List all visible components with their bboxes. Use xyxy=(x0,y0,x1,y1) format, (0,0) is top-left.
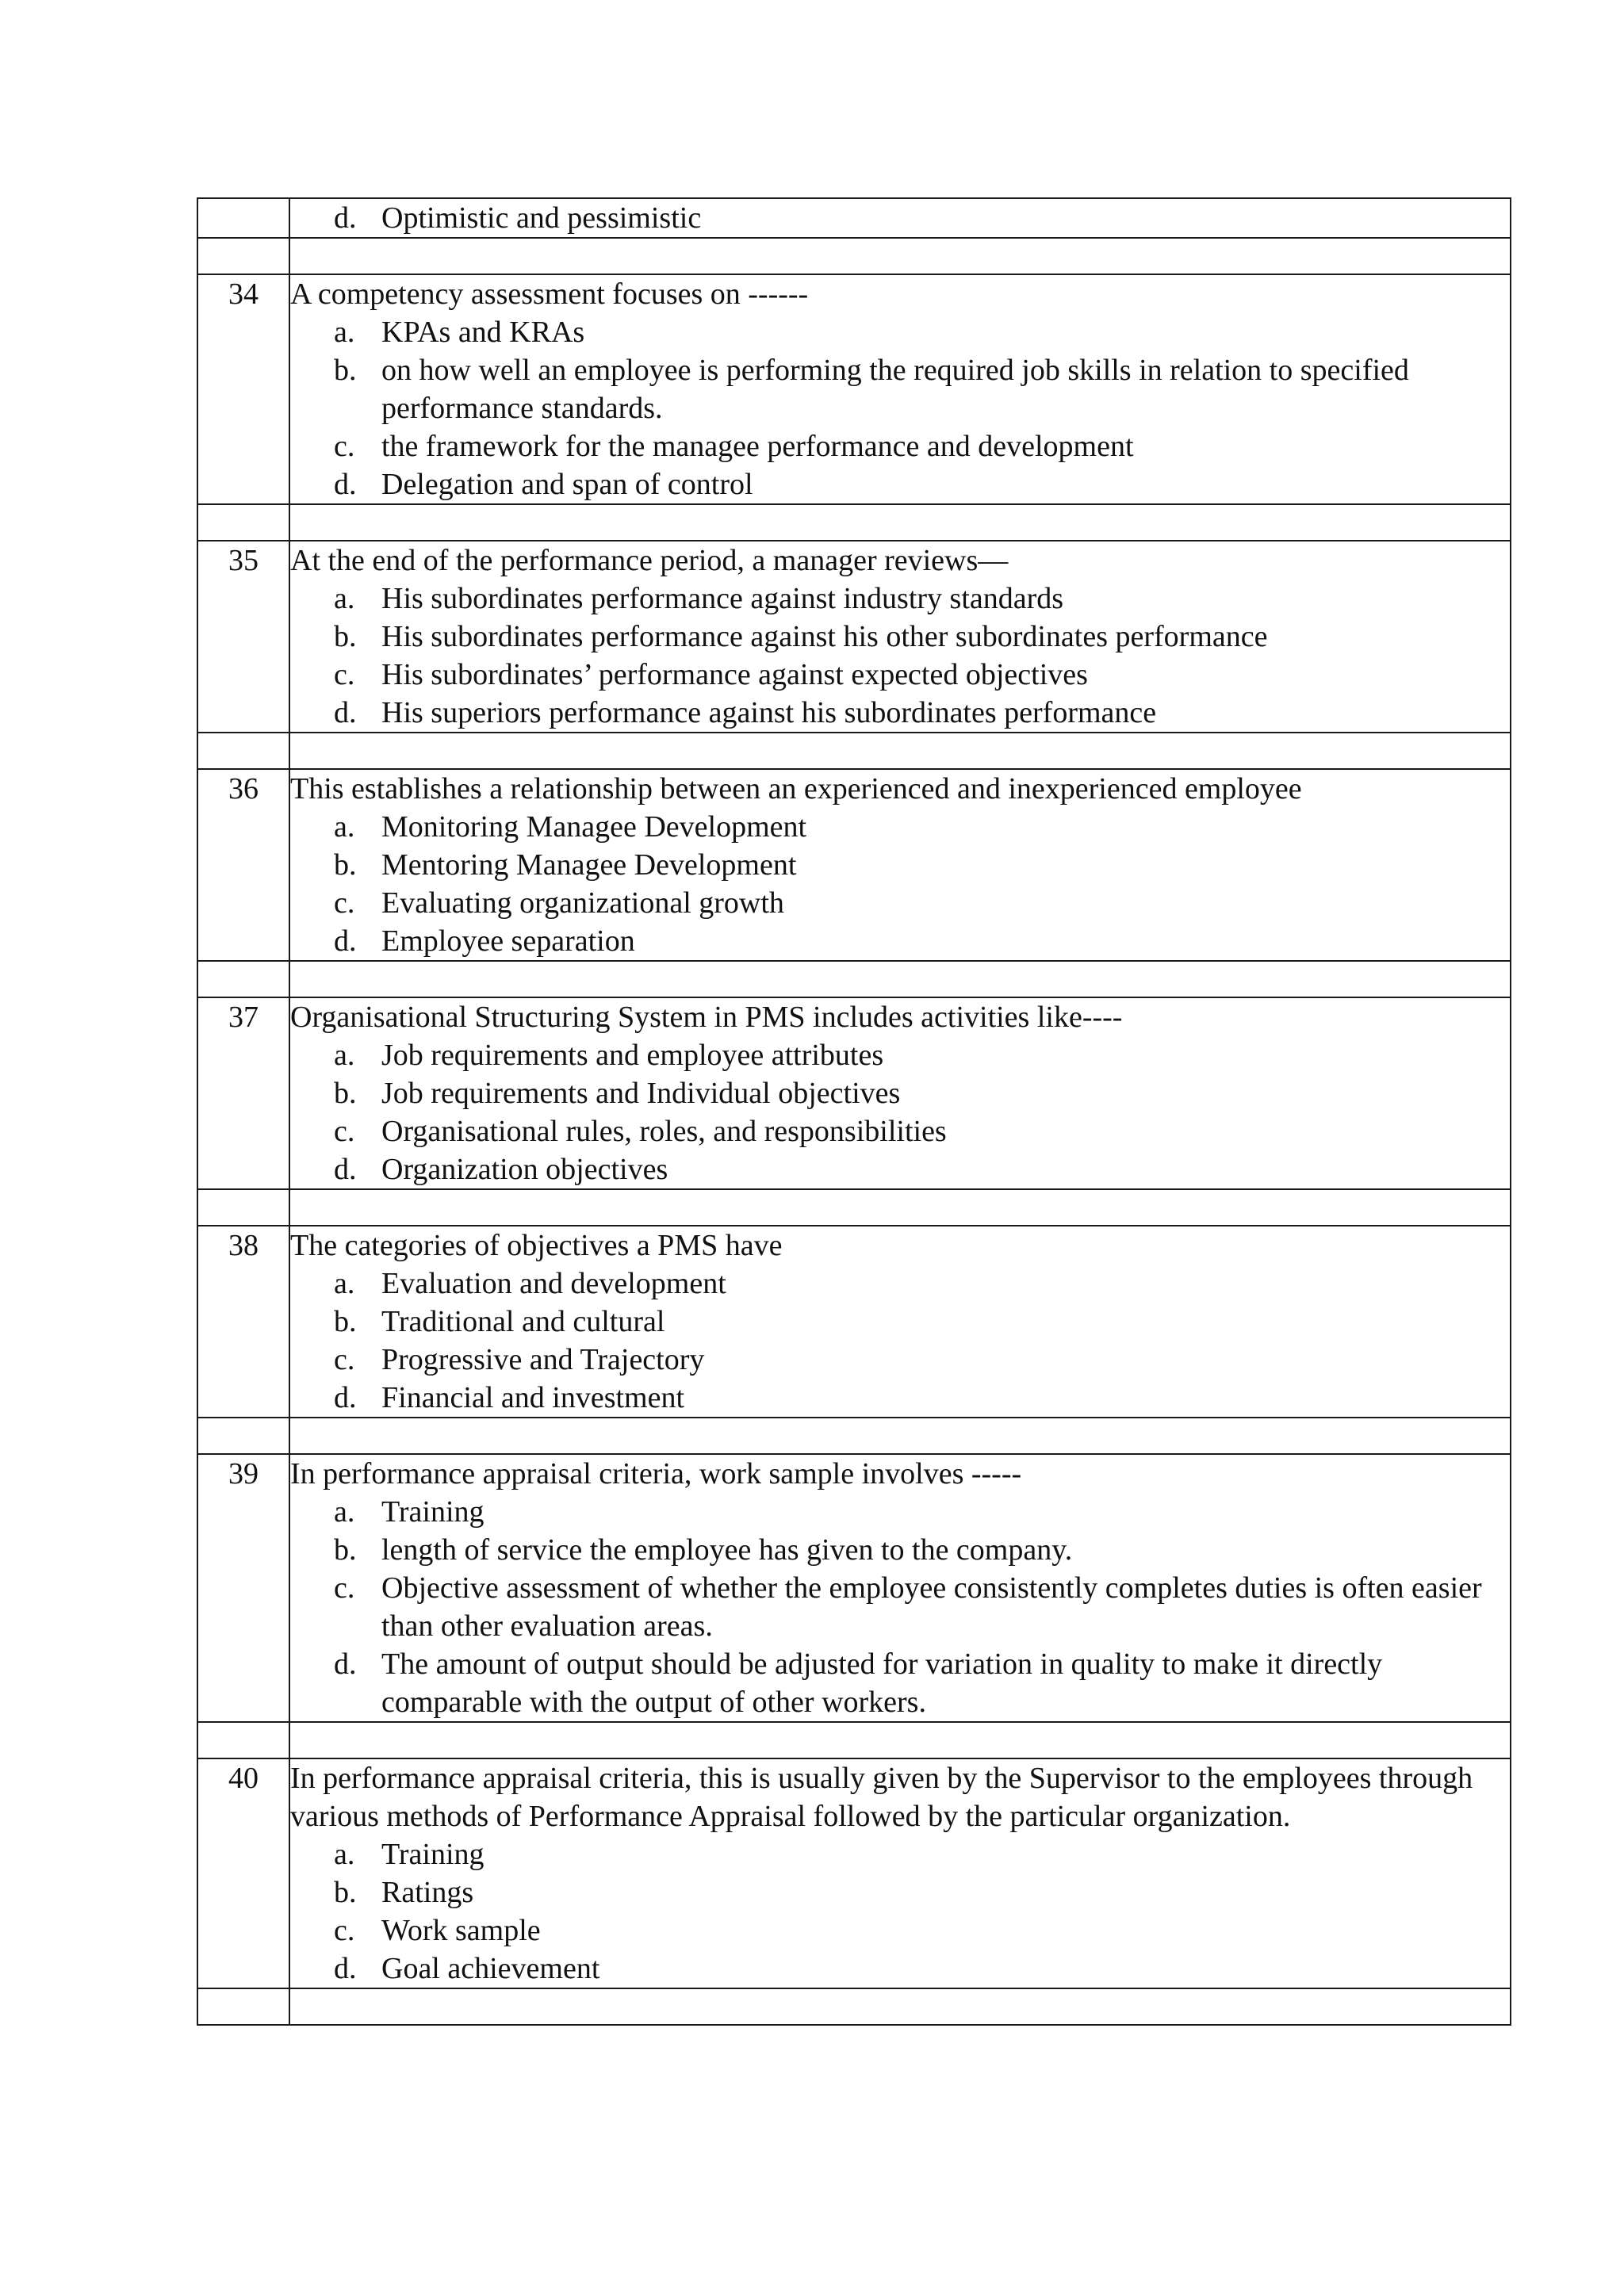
spacer-cell xyxy=(197,1988,289,2025)
option-letter: d. xyxy=(334,1647,357,1681)
question-content xyxy=(289,1226,1511,1418)
option-letter: c. xyxy=(334,886,355,920)
option-text: Delegation and span of control xyxy=(381,468,753,501)
option-letter: c. xyxy=(334,658,355,691)
option-item xyxy=(290,808,1510,846)
option-text: KPAs and KRAs xyxy=(381,316,585,349)
option-letter: b. xyxy=(334,848,357,882)
option-text: The amount of output should be adjusted for variation in quality to make it directly comparable with the output of other workers. xyxy=(381,1647,1383,1719)
question-content xyxy=(289,1758,1511,1988)
question-row xyxy=(197,1226,1511,1418)
option-letter: a. xyxy=(334,1495,355,1529)
question-stem: A competency assessment focuses on ------ xyxy=(290,277,809,311)
option-item xyxy=(290,618,1510,656)
option-item xyxy=(290,846,1510,884)
option-text: Mentoring Managee Development xyxy=(381,848,797,882)
option-item xyxy=(290,465,1510,503)
option-item xyxy=(290,1341,1510,1379)
option-item xyxy=(290,1112,1510,1150)
spacer-cell xyxy=(289,504,1511,541)
option-item xyxy=(290,1835,1510,1873)
option-letter: b. xyxy=(334,1876,357,1909)
option-text: Goal achievement xyxy=(381,1952,600,1985)
spacer-row xyxy=(197,1988,1511,2025)
option-letter: d. xyxy=(334,1952,357,1985)
option-list xyxy=(290,580,1510,732)
spacer-cell xyxy=(289,1189,1511,1226)
option-text: Financial and investment xyxy=(381,1381,685,1414)
spacer-cell xyxy=(197,961,289,997)
option-list xyxy=(290,1036,1510,1188)
spacer-cell xyxy=(289,238,1511,274)
option-text: His subordinates performance against industry standards xyxy=(381,582,1064,615)
option-letter: a. xyxy=(334,1838,355,1871)
option-item xyxy=(290,1036,1510,1074)
fragment-options xyxy=(290,199,1510,237)
option-text: Evaluating organizational growth xyxy=(381,886,784,920)
option-list xyxy=(290,808,1510,960)
option-item xyxy=(290,1303,1510,1341)
fragment-content-cell xyxy=(289,198,1511,238)
spacer-cell xyxy=(289,1418,1511,1454)
option-text: Traditional and cultural xyxy=(381,1305,665,1338)
option-text: Ratings xyxy=(381,1876,474,1909)
spacer-cell xyxy=(197,238,289,274)
spacer-cell xyxy=(289,733,1511,769)
option-item xyxy=(290,1569,1510,1645)
option-letter: c. xyxy=(334,1343,355,1376)
option-text: Job requirements and Individual objectives xyxy=(381,1077,901,1110)
option-letter: c. xyxy=(334,430,355,463)
option-letter: b. xyxy=(334,354,357,387)
spacer-row xyxy=(197,1722,1511,1758)
spacer-row xyxy=(197,504,1511,541)
option-item xyxy=(290,1950,1510,1988)
option-text: His subordinates performance against his other subordinates performance xyxy=(381,620,1268,653)
option-item xyxy=(290,1265,1510,1303)
option-letter: d. xyxy=(334,201,357,235)
spacer-row xyxy=(197,733,1511,769)
question-content xyxy=(289,541,1511,733)
fragment-row xyxy=(197,198,1511,238)
option-list xyxy=(290,1265,1510,1417)
option-letter: d. xyxy=(334,696,357,729)
option-item xyxy=(290,313,1510,351)
spacer-cell xyxy=(289,961,1511,997)
option-text: Progressive and Trajectory xyxy=(381,1343,705,1376)
option-letter: a. xyxy=(334,810,355,844)
question-number: 39 xyxy=(197,1454,289,1722)
spacer-row xyxy=(197,961,1511,997)
option-item xyxy=(290,1379,1510,1417)
option-letter: b. xyxy=(334,1077,357,1110)
option-item xyxy=(290,1493,1510,1531)
spacer-cell xyxy=(289,1722,1511,1758)
spacer-cell xyxy=(197,1722,289,1758)
option-letter: b. xyxy=(334,620,357,653)
question-row xyxy=(197,997,1511,1189)
option-text: Evaluation and development xyxy=(381,1267,726,1300)
option-text: Monitoring Managee Development xyxy=(381,810,807,844)
question-content xyxy=(289,769,1511,961)
option-letter: b. xyxy=(334,1533,357,1567)
question-table xyxy=(197,197,1511,2026)
option-item xyxy=(290,656,1510,694)
option-text: the framework for the managee performance and development xyxy=(381,430,1134,463)
question-stem: Organisational Structuring System in PMS includes activities like---- xyxy=(290,1001,1123,1034)
question-row xyxy=(197,541,1511,733)
question-number: 36 xyxy=(197,769,289,961)
option-letter: c. xyxy=(334,1571,355,1605)
option-item xyxy=(290,580,1510,618)
option-item xyxy=(290,1531,1510,1569)
spacer-cell xyxy=(197,1189,289,1226)
option-item xyxy=(290,884,1510,922)
question-number: 34 xyxy=(197,274,289,504)
option-list xyxy=(290,313,1510,503)
option-letter: a. xyxy=(334,1267,355,1300)
option-item xyxy=(290,1911,1510,1950)
question-number: 35 xyxy=(197,541,289,733)
question-row xyxy=(197,1758,1511,1988)
option-item xyxy=(290,1150,1510,1188)
spacer-row xyxy=(197,1189,1511,1226)
question-stem: This establishes a relationship between an experienced and inexperienced employee xyxy=(290,772,1302,806)
option-list xyxy=(290,1493,1510,1721)
option-text: Organization objectives xyxy=(381,1153,668,1186)
option-text: Training xyxy=(381,1838,485,1871)
option-text: His superiors performance against his subordinates performance xyxy=(381,696,1157,729)
question-row xyxy=(197,274,1511,504)
spacer-row xyxy=(197,238,1511,274)
option-item xyxy=(290,1074,1510,1112)
option-letter: d. xyxy=(334,468,357,501)
option-text: on how well an employee is performing the required job skills in relation to specified performance standards. xyxy=(381,354,1409,425)
option-letter: a. xyxy=(334,316,355,349)
spacer-cell xyxy=(289,1988,1511,2025)
question-stem: At the end of the performance period, a manager reviews— xyxy=(290,544,1009,577)
option-item xyxy=(290,1873,1510,1911)
question-content xyxy=(289,1454,1511,1722)
question-content xyxy=(289,997,1511,1189)
option-letter: a. xyxy=(334,582,355,615)
option-text: Employee separation xyxy=(381,924,635,958)
spacer-cell xyxy=(197,504,289,541)
option-letter: c. xyxy=(334,1115,355,1148)
option-text: Job requirements and employee attributes xyxy=(381,1039,884,1072)
spacer-cell xyxy=(197,733,289,769)
option-item xyxy=(290,694,1510,732)
option-letter: b. xyxy=(334,1305,357,1338)
option-letter: d. xyxy=(334,1381,357,1414)
question-table-body xyxy=(197,198,1511,2025)
option-text: Organisational rules, roles, and responsibilities xyxy=(381,1115,947,1148)
option-item xyxy=(290,351,1510,427)
spacer-cell xyxy=(197,1418,289,1454)
question-number: 37 xyxy=(197,997,289,1189)
question-number: 38 xyxy=(197,1226,289,1418)
question-stem: In performance appraisal criteria, this is usually given by the Supervisor to the employees through various methods of Performance Appraisal followed by the particular organization. xyxy=(290,1762,1473,1833)
fragment-number-cell xyxy=(197,198,289,238)
option-text: Optimistic and pessimistic xyxy=(381,201,702,235)
question-row xyxy=(197,1454,1511,1722)
option-letter: a. xyxy=(334,1039,355,1072)
option-letter: d. xyxy=(334,924,357,958)
option-letter: d. xyxy=(334,1153,357,1186)
option-text: Work sample xyxy=(381,1914,541,1947)
option-list xyxy=(290,1835,1510,1988)
question-number: 40 xyxy=(197,1758,289,1988)
option-text: Objective assessment of whether the employee consistently completes duties is often easier than other evaluation areas. xyxy=(381,1571,1482,1643)
question-stem: The categories of objectives a PMS have xyxy=(290,1229,783,1262)
option-text: Training xyxy=(381,1495,485,1529)
option-text: length of service the employee has given to the company. xyxy=(381,1533,1073,1567)
spacer-row xyxy=(197,1418,1511,1454)
option-item xyxy=(290,922,1510,960)
question-stem: In performance appraisal criteria, work sample involves ----- xyxy=(290,1457,1022,1490)
option-letter: c. xyxy=(334,1914,355,1947)
fragment-option xyxy=(290,199,1510,237)
option-item xyxy=(290,427,1510,465)
option-item xyxy=(290,1645,1510,1721)
option-text: His subordinates’ performance against expected objectives xyxy=(381,658,1088,691)
question-content xyxy=(289,274,1511,504)
question-row xyxy=(197,769,1511,961)
